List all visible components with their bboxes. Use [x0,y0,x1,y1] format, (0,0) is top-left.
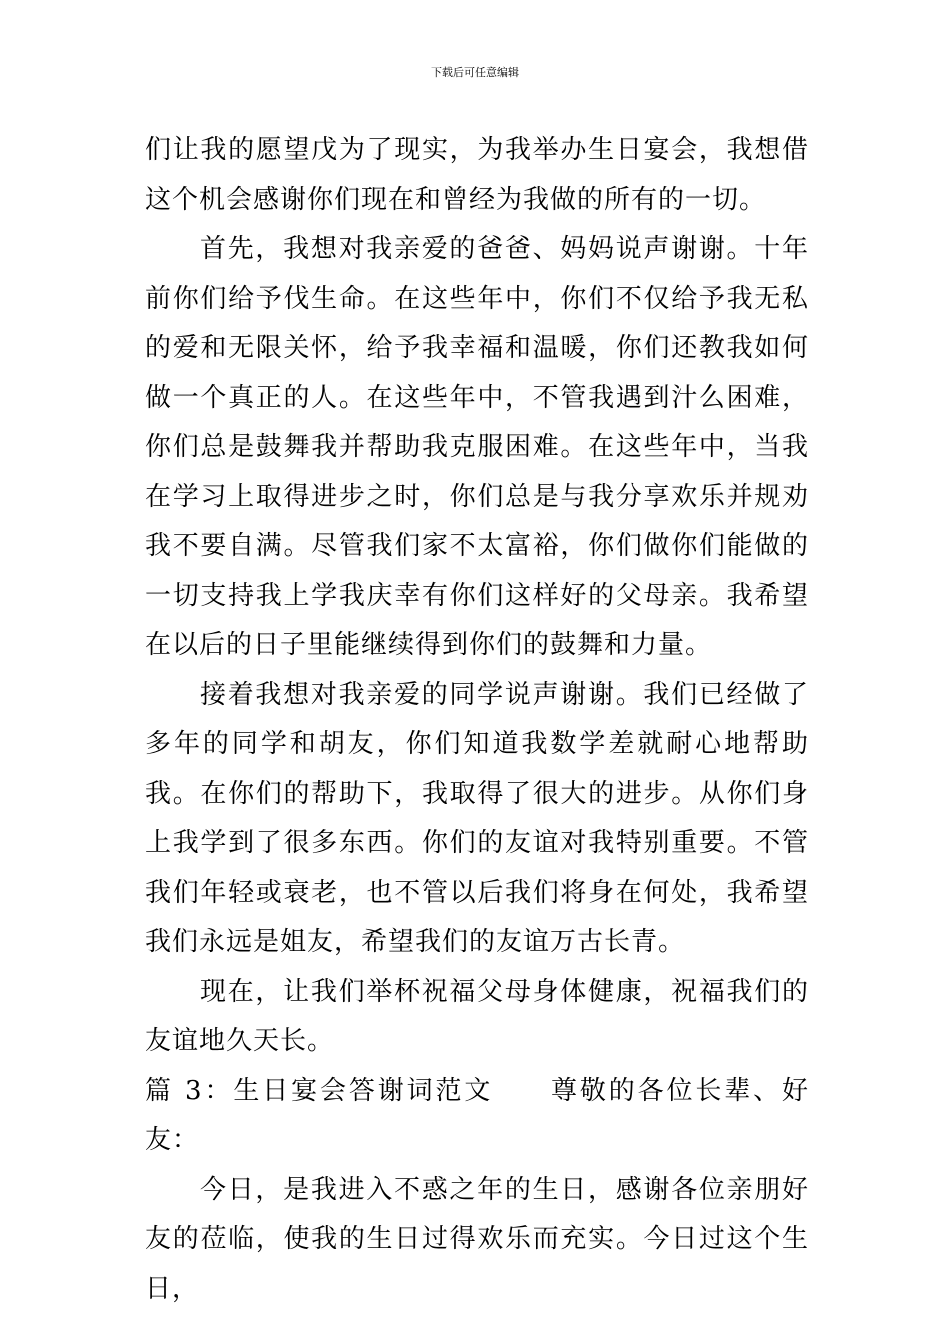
document-body [145,126,809,1314]
paragraph-parents-thanks: 首先，我想对我亲爱的爸爸、妈妈说声谢谢。十年前你们给予伐生命。在这些年中，你们不仅给予我无私的爱和无限关怀，给予我幸福和温暖，你们还教我如何做一个真正的人。在这些年中，不管我遇到汁么困难，你们总是鼓舞我并帮助我克服困难。在这些年中，当我在学习上取得进步之时，你们总是与我分享欢乐并规劝我不要自满。尽管我们家不太富裕，你们做你们能做的一切支持我上学我庆幸有你们这样好的父母亲。我希望在以后的日子里能继续得到你们的鼓舞和力量。 [145,234,809,660]
paragraph-toast: 现在，让我们举杯祝福父母身体健康，祝福我们的友谊地久天长。 [145,976,809,1056]
paragraph-classmates-thanks: 接着我想对我亲爱的同学说声谢谢。我们已经做了多年的同学和胡友，你们知道我数学差就耐心地帮助我。在你们的帮助下，我取得了很大的进步。从你们身上我学到了很多东西。你们的友谊对我特别重要。不管我们年轻或衰老，也不管以后我们将身在何处，我希望我们永远是姐友，希望我们的友谊万古长青。 [145,679,809,957]
paragraph-continuation: 们让我的愿望戊为了现实，为我举办生日宴会，我想借这个机会感谢你们现在和曾经为我做的所有的一切。 [145,135,809,215]
paragraph-birthday-opening: 今日，是我进入不惑之年的生日，感谢各位亲朋好友的莅临，使我的生日过得欢乐而充实。今日过这个生日， [145,1174,809,1304]
section-heading-part3: 篇 3：生日宴会答谢词范文 尊敬的各位长辈、好友： [145,1075,809,1155]
page-header: 下载后可任意编辑 [431,66,519,79]
